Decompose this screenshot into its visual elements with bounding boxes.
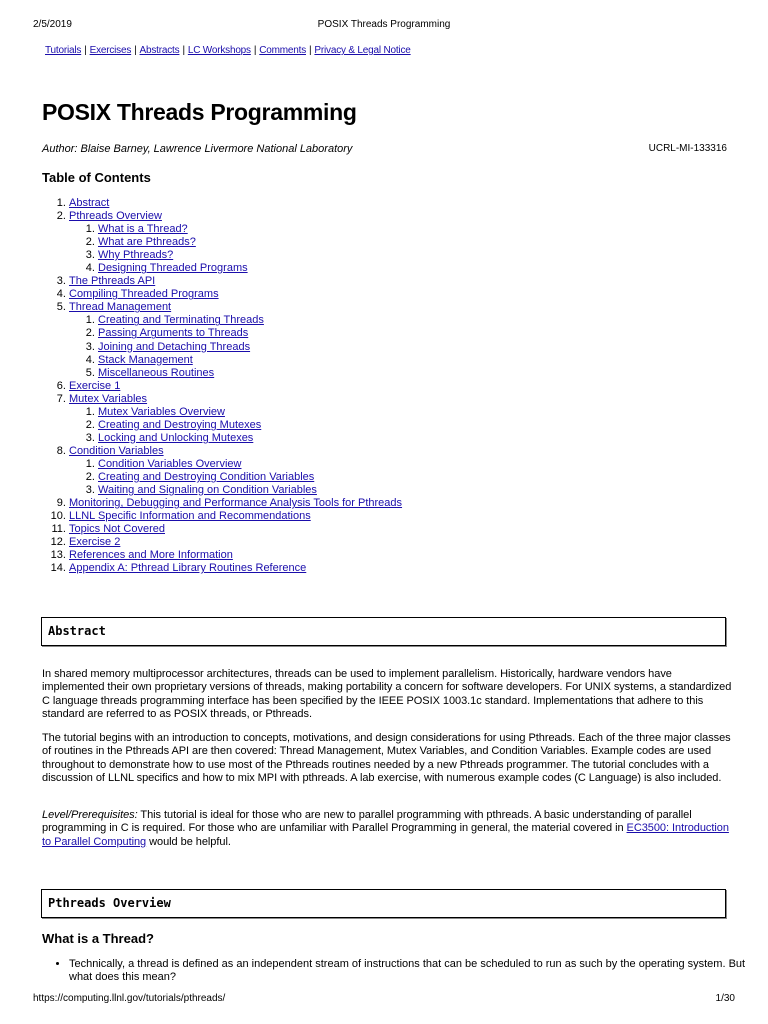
toc-subitem [98, 484, 402, 497]
toc-subitem [98, 236, 402, 249]
toc-link-misc-routines[interactable]: Miscellaneous Routines [98, 366, 215, 379]
toc-subitem [98, 432, 402, 445]
toc-item [69, 197, 402, 210]
page-number: 1/30 [715, 993, 735, 1004]
nav-separator: | [253, 45, 257, 56]
overview-bullet-list [42, 958, 755, 985]
toc-link-abstract[interactable]: Abstract [69, 197, 110, 209]
toc-link-condition-overview[interactable]: Condition Variables Overview [98, 457, 242, 470]
toc-item [69, 301, 402, 379]
abstract-heading: Abstract [48, 624, 106, 638]
print-url: https://computing.llnl.gov/tutorials/pthreads/ [33, 993, 226, 1004]
toc-item [69, 562, 402, 575]
toc-subitem [98, 314, 402, 327]
toc-link-stack-management[interactable]: Stack Management [98, 353, 193, 366]
toc-subitem [98, 249, 402, 262]
prerequisites-text: This tutorial is ideal for those who are new to parallel programming with pthreads. A basic understanding of parallel programming in C is required. For those who are unfamiliar with Parallel Programming in general, the material covered in [42, 809, 692, 835]
toc-link-waiting-signaling[interactable]: Waiting and Signaling on Condition Variables [98, 484, 317, 497]
toc-subitem [98, 262, 402, 275]
toc-heading: Table of Contents [42, 170, 151, 185]
document-number: UCRL-MI-133316 [648, 143, 727, 154]
nav-separator: | [309, 45, 312, 56]
nav-separator: | [134, 45, 137, 56]
toc-sublist [69, 406, 402, 445]
toc-sublist [69, 223, 402, 275]
nav-link-privacy[interactable]: Privacy & Legal Notice [314, 45, 411, 56]
toc-item [69, 549, 402, 562]
toc-link-appendix-a[interactable]: Appendix A: Pthread Library Routines Reference [69, 562, 307, 575]
nav-separator: | [84, 45, 87, 56]
nav-link-tutorials[interactable]: Tutorials [45, 45, 82, 56]
toc-link-mutex-overview[interactable]: Mutex Variables Overview [98, 405, 225, 418]
toc-link-designing-threaded-programs[interactable]: Designing Threaded Programs [98, 262, 248, 275]
list-item: • Technically, a thread is defined as an independent stream of instructions that can be scheduled to run as such by the operating system. But what does this mean? [69, 958, 755, 985]
nav-link-exercises[interactable]: Exercises [89, 45, 132, 56]
prerequisites-label: Level/Prerequisites: [42, 809, 138, 821]
ec3500-link[interactable]: EC3500: Introduction to Parallel Computing [42, 822, 729, 848]
toc-link-thread-management[interactable]: Thread Management [69, 301, 172, 314]
toc-subitem [98, 406, 402, 419]
toc-item [69, 510, 402, 523]
toc-item [69, 523, 402, 536]
toc-link-condition-variables[interactable]: Condition Variables [69, 444, 164, 457]
nav-separator: | [182, 45, 185, 56]
nav-link-comments[interactable]: Comments [259, 45, 306, 56]
toc-link-llnl-specific[interactable]: LLNL Specific Information and Recommendations [69, 510, 311, 523]
toc-link-creating-destroying-mutexes[interactable]: Creating and Destroying Mutexes [98, 418, 262, 431]
toc-link-creating-terminating[interactable]: Creating and Terminating Threads [98, 314, 264, 327]
toc-item [69, 275, 402, 288]
toc-link-exercise-1[interactable]: Exercise 1 [69, 379, 121, 392]
toc-link-references[interactable]: References and More Information [69, 549, 233, 562]
toc-item [69, 210, 402, 275]
abstract-paragraph-3 [42, 809, 732, 849]
toc-subitem [98, 354, 402, 367]
toc-subitem [98, 327, 402, 340]
toc-sublist [69, 458, 402, 497]
toc-link-creating-destroying-conditions[interactable]: Creating and Destroying Condition Variables [98, 470, 315, 483]
toc-item [69, 497, 402, 510]
toc-link-exercise-2[interactable]: Exercise 2 [69, 536, 121, 549]
toc-subitem [98, 223, 402, 236]
toc-subitem [98, 341, 402, 354]
toc-link-locking-unlocking[interactable]: Locking and Unlocking Mutexes [98, 431, 254, 444]
toc-link-passing-arguments[interactable]: Passing Arguments to Threads [98, 327, 249, 340]
overview-section-header [41, 889, 726, 918]
toc-link-mutex-variables[interactable]: Mutex Variables [69, 392, 148, 405]
toc-item [69, 288, 402, 301]
top-nav [45, 45, 411, 57]
toc-link-pthreads-api[interactable]: The Pthreads API [69, 275, 156, 288]
toc-link-what-is-a-thread[interactable]: What is a Thread? [98, 223, 188, 236]
toc-item [69, 445, 402, 497]
toc-sublist [69, 314, 402, 379]
toc-link-monitoring-tools[interactable]: Monitoring, Debugging and Performance Analysis Tools for Pthreads [69, 497, 403, 510]
toc-item [69, 393, 402, 445]
prerequisites-tail: would be helpful. [146, 835, 231, 848]
abstract-paragraph-2: The tutorial begins with an introduction to concepts, motivations, and design considerations for using Pthreads. Each of the three major classes of routines in the Pthreads API are then covered: Thread Management, Mutex Variables, and Condition Variables. Example codes are used throughout to demonstrate how to use most of the Pthreads routines needed by a new Pthreads programmer. The tutorial concludes with a discussion of LLNL specifics and how to mix MPI with pthreads. A lab exercise, with numerous example codes (C Language) is also included. [42, 732, 731, 785]
toc-subitem [98, 419, 402, 432]
overview-heading: Pthreads Overview [48, 896, 171, 910]
toc-item [69, 380, 402, 393]
toc-link-joining-detaching[interactable]: Joining and Detaching Threads [98, 340, 251, 353]
nav-link-abstracts[interactable]: Abstracts [139, 45, 180, 56]
toc-link-pthreads-overview[interactable]: Pthreads Overview [69, 210, 162, 223]
toc-item [69, 536, 402, 549]
abstract-section-header [41, 617, 726, 646]
page-title: POSIX Threads Programming [42, 99, 357, 125]
author-line: Author: Blaise Barney, Lawrence Livermore National Laboratory [42, 143, 353, 155]
print-title: POSIX Threads Programming [317, 19, 451, 30]
what-is-a-thread-heading: What is a Thread? [42, 931, 154, 946]
abstract-paragraph-1: In shared memory multiprocessor architectures, threads can be used to implement parallelism. Historically, hardware vendors have implemented their own proprietary versions of threads, making portability a concern for software developers. For UNIX systems, a standardized C language threads programming interface has been specified by the IEEE POSIX 1003.1c standard. Implementations that adhere to this standard are referred to as POSIX threads, or Pthreads. [42, 668, 732, 721]
toc-link-topics-not-covered[interactable]: Topics Not Covered [69, 523, 165, 536]
nav-link-lc-workshops[interactable]: LC Workshops [187, 45, 251, 56]
toc-link-why-pthreads[interactable]: Why Pthreads? [98, 249, 174, 262]
toc-subitem [98, 458, 402, 471]
table-of-contents [42, 197, 402, 575]
toc-subitem [98, 367, 402, 380]
print-date: 2/5/2019 [33, 19, 72, 30]
toc-subitem [98, 471, 402, 484]
toc-link-what-are-pthreads[interactable]: What are Pthreads? [98, 236, 196, 249]
toc-link-compiling[interactable]: Compiling Threaded Programs [69, 288, 219, 301]
